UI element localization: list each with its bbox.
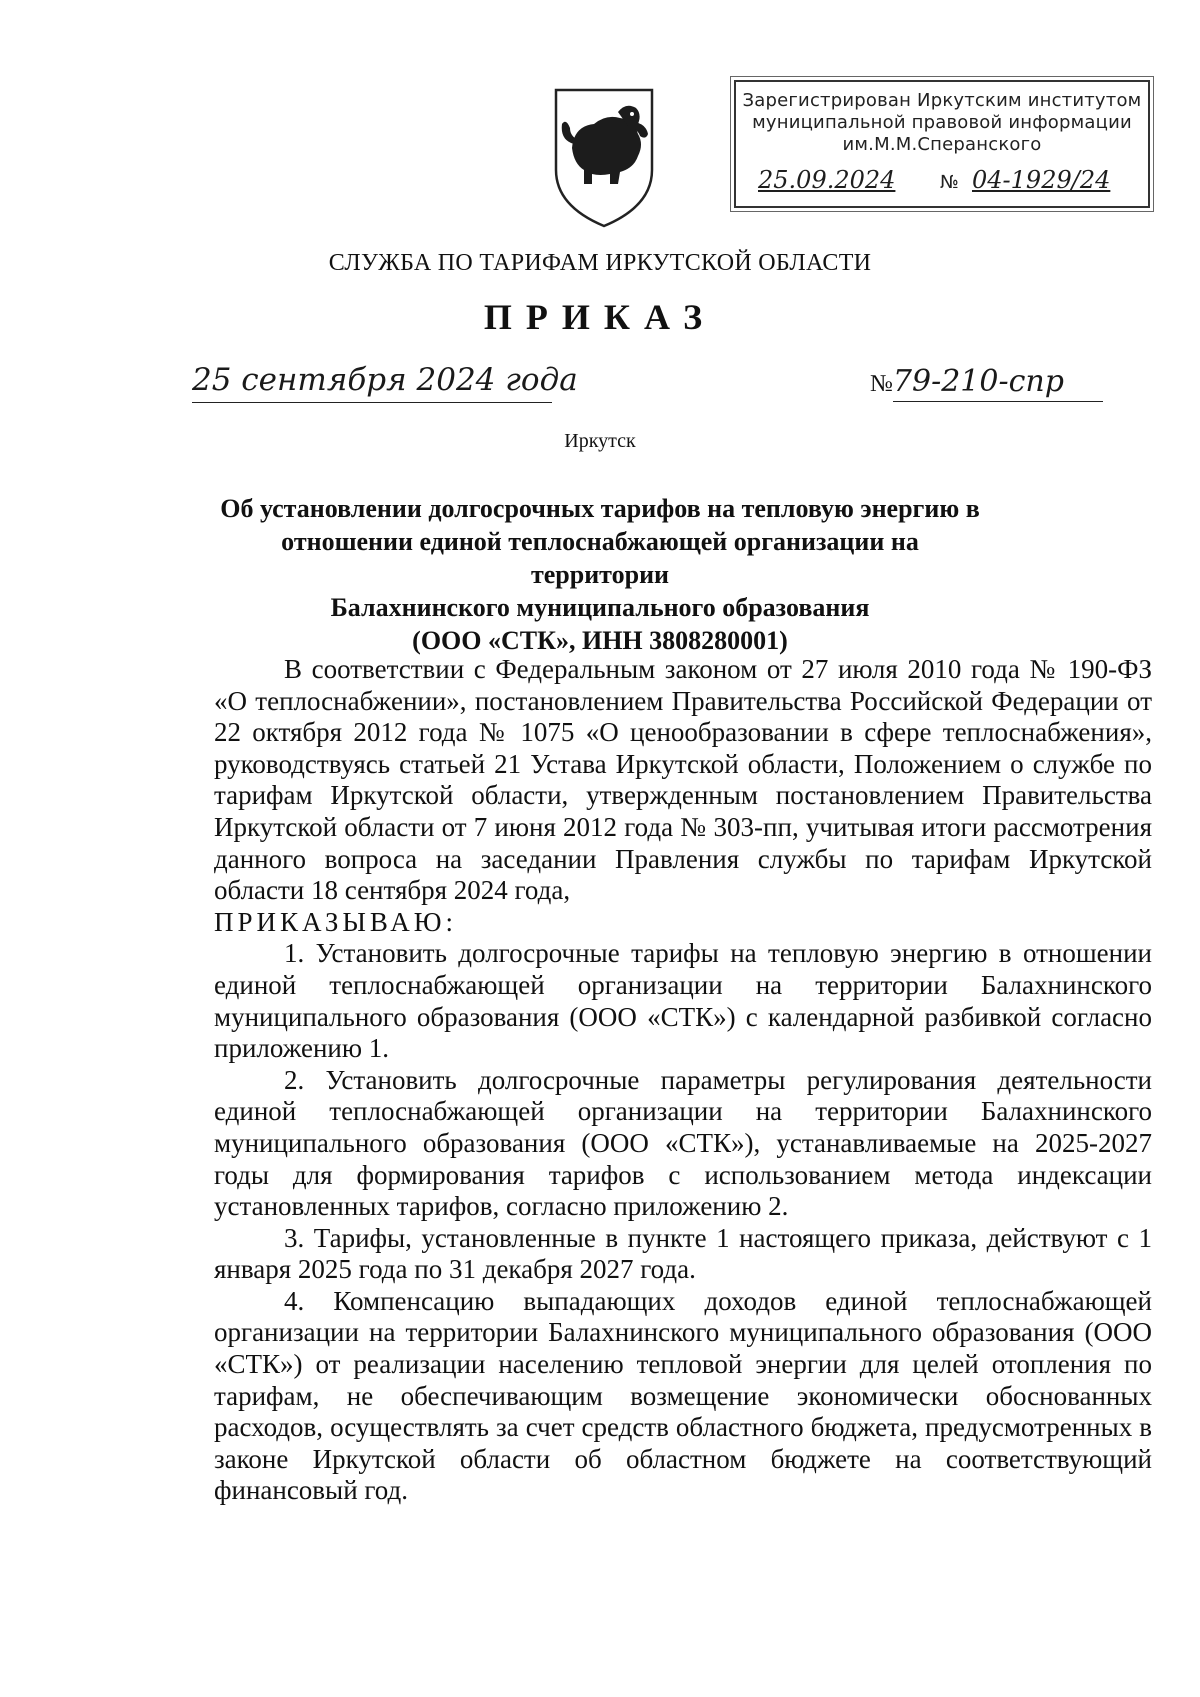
stamp-registration-number: 04-1929/24 (972, 166, 1111, 194)
order-date-underline (192, 402, 552, 403)
order-date: 25 сентября 2024 года (192, 362, 578, 398)
stamp-registration-row (750, 166, 1134, 196)
order-number-field (870, 364, 1103, 402)
order-item-1: 1. Установить долгосрочные тарифы на тепловую энергию в отношении единой теплоснабжающей организации на территории Балахнинского муниципального образования (ООО «СТК») с календарной разбивкой согласно приложению 1. (214, 938, 1152, 1064)
stamp-number-sign: № (940, 172, 959, 193)
stamp-registration-date: 25.09.2024 (758, 166, 896, 194)
order-item-4: 4. Компенсацию выпадающих доходов единой теплоснабжающей организации на территории Балахнинского муниципального образования (ООО «СТК») от реализации населению тепловой энергии для целей отопления по тарифам, не обеспечивающим возмещение экономически обоснованных расходов, осуществлять за счет средств областного бюджета, предусмотренных в законе Иркутской области об областном бюджете на соответствующий финансовый год. (214, 1285, 1152, 1506)
issuing-authority: СЛУЖБА ПО ТАРИФАМ ИРКУТСКОЙ ОБЛАСТИ (328, 250, 872, 276)
document-type: ПРИКАЗ (483, 297, 717, 337)
heading-line-1: Об установлении долгосрочных тарифов на тепловую энергию в (220, 494, 980, 523)
stamp-line-2: муниципальной правовой информации (752, 112, 1132, 133)
stamp-line-3: им.М.М.Сперанского (842, 134, 1042, 155)
heading-line-4: (ООО «СТК», ИНН 3808280001) (412, 626, 788, 655)
stamp-line-1: Зарегистрирован Иркутским институтом (742, 90, 1142, 111)
order-item-2: 2. Установить долгосрочные параметры регулирования деятельности единой теплоснабжающей организации на территории Балахнинского муниципального образования (ООО «СТК»), устанавливаемые на 2025-2027 годы для формирования тарифов с использованием метода индексации установленных тарифов, согласно приложению 2. (214, 1064, 1152, 1222)
order-item-3: 3. Тарифы, установленные в пункте 1 настоящего приказа, действуют с 1 января 2025 года по 31 декабря 2027 года. (214, 1222, 1152, 1285)
heading-line-2: отношении единой теплоснабжающей организации на территории (281, 527, 919, 589)
order-verb: ПРИКАЗЫВАЮ: (214, 906, 457, 937)
document-heading (220, 492, 980, 657)
preamble-paragraph: В соответствии с Федеральным законом от 27 июля 2010 года № 190-ФЗ «О теплоснабжении», постановлением Правительства Российской Федерации от 22 октября 2012 года № 1075 «О ценообразовании в сфере теплоснабжения», руководствуясь статьей 21 Устава Иркутской области, Положением о службе по тарифам Иркутской области, утвержденным постановлением Правительства Иркутской области от 7 июня 2012 года № 303-пп, учитывая итоги рассмотрения данного вопроса на заседании Правления службы по тарифам Иркутской области 18 сентября 2024 года, (214, 654, 1152, 906)
coat-of-arms-icon (548, 84, 660, 232)
order-number: 79-210-спр (893, 364, 1103, 402)
document-body (214, 654, 1152, 1507)
registration-stamp (734, 80, 1150, 208)
order-number-sign: № (870, 371, 893, 397)
city: Иркутск (564, 430, 636, 452)
heading-line-3: Балахнинского муниципального образования (330, 593, 870, 622)
